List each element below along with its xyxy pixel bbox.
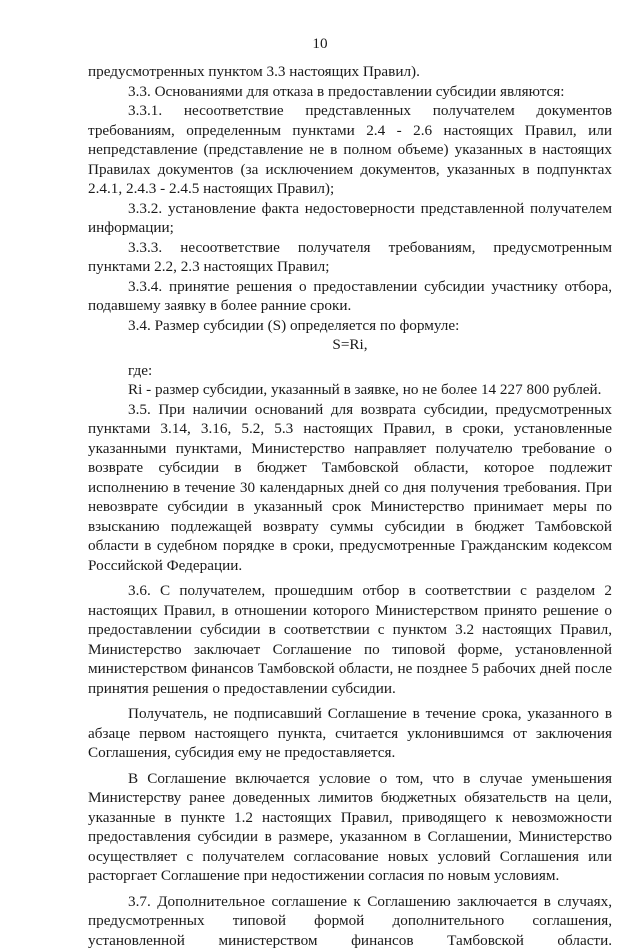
page-number: 10 [0, 34, 640, 54]
paragraph-3-6: 3.6. С получателем, прошедшим отбор в соответствии с разделом 2 настоящих Правил, в отношении которого Министерством принято решение о предоставлении субсидии в соответствии с пунктом 3.2 настоящих Правил, Министерство заключает Соглашение по типовой форме, установленной министерством финансов Тамбовской области, не позднее 5 рабочих дней после принятия решения о предоставлении субсидии. [88, 581, 612, 698]
paragraph-recipient-evasion: Получатель, не подписавший Соглашение в течение срока, указанного в абзаце первом настоящего пункта, считается уклонившимся от заключения Соглашения, субсидия ему не предоставляется. [88, 704, 612, 763]
paragraph-3-3: 3.3. Основаниями для отказа в предоставлении субсидии являются: [88, 82, 612, 102]
document-body [88, 62, 612, 950]
paragraph-3-3-3: 3.3.3. несоответствие получателя требованиям, предусмотренным пунктами 2.2, 2.3 настоящих Правил; [88, 238, 612, 277]
paragraph-3-3-2: 3.3.2. установление факта недостоверности представленной получателем информации; [88, 199, 612, 238]
paragraph-ri-definition: Ri - размер субсидии, указанный в заявке, но не более 14 227 800 рублей. [88, 380, 612, 400]
paragraph-3-3-1: 3.3.1. несоответствие представленных получателем документов требованиям, определенным пунктами 2.4 - 2.6 настоящих Правил, или непредставление (представление не в полном объеме) указанных в настоящих Правилах документов (за исключением документов, указанных в подпунктах 2.4.1, 2.4.3 - 2.4.5 настоящих Правил); [88, 101, 612, 199]
paragraph-3-7: 3.7. Дополнительное соглашение к Соглашению заключается в случаях, предусмотренных типовой формой дополнительного соглашения, установленной министерством финансов Тамбовской области. [88, 892, 612, 950]
formula: S=Ri, [88, 335, 612, 355]
paragraph-continuation: предусмотренных пунктом 3.3 настоящих Правил). [88, 62, 612, 82]
paragraph-3-5: 3.5. При наличии оснований для возврата субсидии, предусмотренных пунктами 3.14, 3.16, 5.2, 5.3 настоящих Правил, в сроки, установленные указанными пунктами, Министерство направляет получателю требование о возврате субсидии в бюджет Тамбовской области, которое подлежит исполнению в течение 30 календарных дней со дня получения требования. При невозврате субсидии в указанный срок Министерство принимает меры по взысканию подлежащей возврату суммы субсидии в бюджет Тамбовской области в судебном порядке в сроки, предусмотренные Гражданским кодексом Российской Федерации. [88, 400, 612, 576]
paragraph-where: где: [88, 361, 612, 381]
paragraph-3-4: 3.4. Размер субсидии (S) определяется по формуле: [88, 316, 612, 336]
paragraph-agreement-condition: В Соглашение включается условие о том, что в случае уменьшения Министерству ранее доведенных лимитов бюджетных обязательств на цели, указанные в пункте 1.2 настоящих Правил, приводящего к невозможности предоставления субсидии в размере, указанном в Соглашении, Министерство осуществляет с получателем согласование новых условий Соглашения или расторгает Соглашение при недостижении согласия по новым условиям. [88, 769, 612, 886]
paragraph-3-3-4: 3.3.4. принятие решения о предоставлении субсидии участнику отбора, подавшему заявку в более ранние сроки. [88, 277, 612, 316]
